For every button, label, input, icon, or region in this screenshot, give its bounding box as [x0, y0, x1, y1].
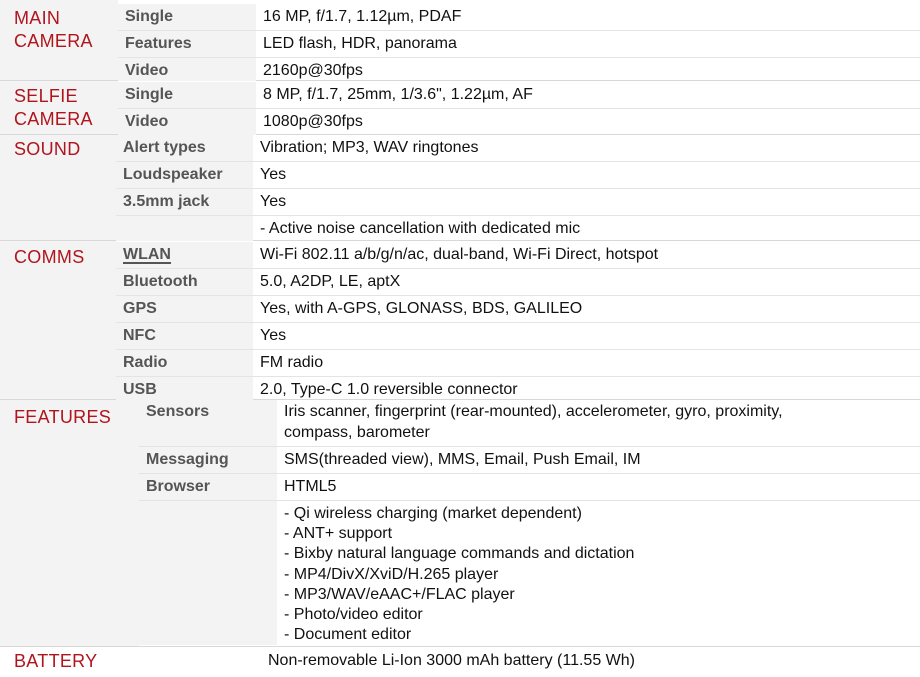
- spec-row: [116, 295, 920, 322]
- section-selfie-camera: [0, 81, 920, 135]
- section-title-line: BATTERY: [14, 651, 98, 671]
- feature-note: - Photo/video editor: [284, 606, 423, 624]
- section-title: [14, 246, 124, 269]
- spec-row: [116, 161, 920, 188]
- feature-note: - ANT+ support: [284, 525, 393, 543]
- section-title-line: FEATURES: [14, 407, 112, 427]
- section-title: [14, 7, 124, 53]
- spec-value: 8 MP, f/1.7, 25mm, 1/3.6", 1.22µm, AF: [263, 86, 533, 103]
- spec-value: Yes, with A-GPS, GLONASS, BDS, GALILEO: [260, 300, 583, 317]
- spec-value: LED flash, HDR, panorama: [263, 35, 457, 52]
- spec-value: 2160p@30fps: [263, 62, 363, 79]
- spec-value: Yes: [260, 193, 287, 210]
- section-comms: [0, 241, 920, 400]
- spec-label: Browser: [139, 474, 277, 500]
- spec-value-line: compass, barometer: [284, 424, 430, 441]
- spec-label: [139, 501, 277, 645]
- spec-value: SMS(threaded view), MMS, Email, Push Email, IM: [284, 451, 641, 468]
- spec-value-line: Iris scanner, fingerprint (rear-mounted), accelerometer, gyro, proximity,: [284, 403, 783, 420]
- spec-value: Non-removable Li-Ion 3000 mAh battery (11.55 Wh): [268, 652, 635, 669]
- spec-row: [118, 57, 920, 84]
- section-title: [14, 138, 124, 161]
- section-title-line: CAMERA: [14, 31, 93, 51]
- spec-value: 16 MP, f/1.7, 1.12µm, PDAF: [263, 8, 462, 25]
- spec-row: [116, 188, 920, 215]
- spec-row: [116, 349, 920, 376]
- feature-note: - MP3/WAV/eAAC+/FLAC player: [284, 585, 515, 603]
- spec-label: GPS: [116, 296, 253, 322]
- spec-label: 3.5mm jack: [116, 189, 253, 215]
- spec-label: Radio: [116, 350, 253, 376]
- spec-value: Yes: [260, 327, 287, 344]
- spec-label: Sensors: [139, 400, 277, 446]
- spec-label: Bluetooth: [116, 269, 253, 295]
- section-title-line: COMMS: [14, 247, 85, 267]
- spec-row: [116, 215, 920, 242]
- spec-row: [116, 268, 920, 295]
- spec-row: [116, 376, 920, 403]
- section-battery: [0, 647, 920, 677]
- section-title-line: SOUND: [14, 139, 81, 159]
- section-sound: [0, 135, 920, 241]
- spec-label: Single: [118, 82, 256, 108]
- spec-row: [118, 4, 920, 30]
- spec-value: [277, 400, 783, 446]
- spec-row: [118, 82, 920, 108]
- section-title-line: CAMERA: [14, 109, 93, 129]
- spec-row: [118, 30, 920, 57]
- spec-row: [116, 242, 920, 268]
- feature-note: - Document editor: [284, 626, 412, 644]
- spec-value: HTML5: [284, 478, 337, 495]
- spec-row: [116, 135, 920, 161]
- spec-label: Single: [118, 4, 256, 30]
- feature-note: - Qi wireless charging (market dependent): [284, 505, 582, 522]
- section-title: [14, 406, 124, 429]
- spec-label: [116, 216, 253, 242]
- section-title: [14, 85, 124, 131]
- spec-value: FM radio: [260, 354, 324, 371]
- section-main-camera: [0, 0, 920, 81]
- spec-value: Yes: [260, 166, 287, 183]
- spec-row: [118, 108, 920, 135]
- wlan-link[interactable]: WLAN: [123, 246, 171, 263]
- spec-label: Alert types: [116, 135, 253, 161]
- spec-label: USB: [116, 377, 253, 403]
- spec-row: [139, 500, 920, 645]
- spec-label: Loudspeaker: [116, 162, 253, 188]
- features-extras-list: [277, 501, 634, 645]
- spec-row: [139, 400, 920, 446]
- spec-value: 5.0, A2DP, LE, aptX: [260, 273, 401, 290]
- spec-row: [139, 473, 920, 500]
- spec-value: 2.0, Type-C 1.0 reversible connector: [260, 381, 518, 398]
- spec-row: [116, 322, 920, 349]
- section-title-line: MAIN: [14, 8, 61, 28]
- section-title: [14, 650, 124, 673]
- spec-value: - Active noise cancellation with dedicated mic: [260, 220, 581, 237]
- spec-value: Vibration; MP3, WAV ringtones: [260, 139, 479, 156]
- spec-row: [139, 446, 920, 473]
- spec-value: Wi-Fi 802.11 a/b/g/n/ac, dual-band, Wi-Fi Direct, hotspot: [260, 246, 659, 263]
- spec-value: 1080p@30fps: [263, 113, 363, 130]
- spec-label: Video: [118, 58, 256, 84]
- feature-note: - MP4/DivX/XviD/H.265 player: [284, 565, 499, 583]
- spec-label: NFC: [116, 323, 253, 349]
- section-features: [0, 400, 920, 647]
- spec-label: Messaging: [139, 447, 277, 473]
- spec-label: Video: [118, 109, 256, 135]
- spec-label-wlan-link[interactable]: [116, 242, 253, 268]
- section-title-line: SELFIE: [14, 86, 78, 106]
- spec-label: Features: [118, 31, 256, 57]
- feature-note: - Bixby natural language commands and dictation: [284, 545, 635, 563]
